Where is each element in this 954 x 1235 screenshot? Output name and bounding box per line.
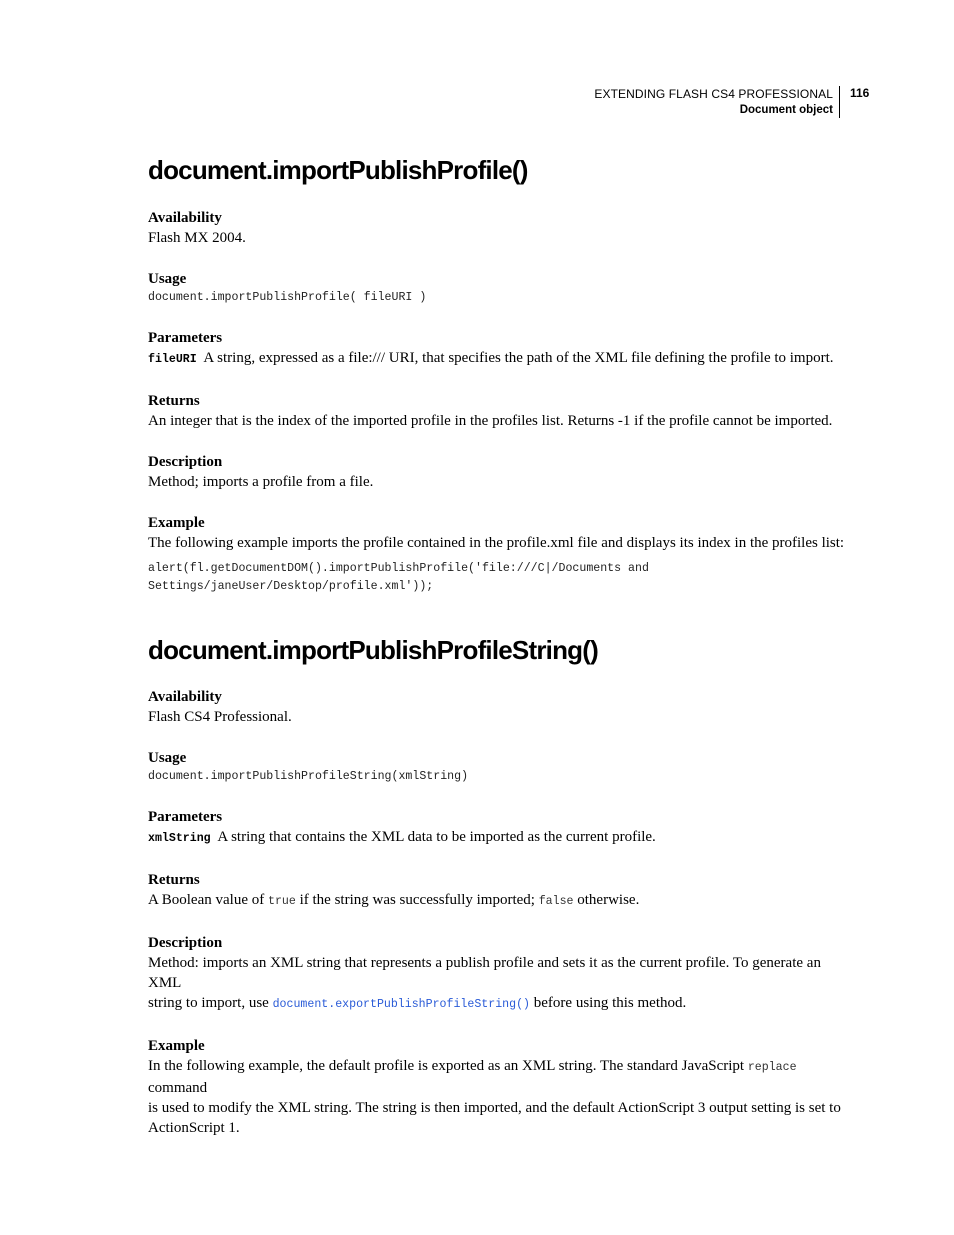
description-line: Method: imports an XML string that represents a publish profile and sets it as the current profile. To generate an XML <box>148 955 821 991</box>
parameter-row <box>148 827 848 849</box>
example-heading: Example <box>148 515 205 531</box>
usage-heading: Usage <box>148 750 187 766</box>
example-line: is used to modify the XML string. The string is then imported, and the default ActionScript 3 output setting is set to <box>148 1100 841 1116</box>
parameters-heading: Parameters <box>148 330 223 346</box>
description-line <box>148 993 848 1015</box>
example-line <box>148 1056 848 1098</box>
method-title-import-publish-profile-string: document.importPublishProfileString() <box>148 635 598 665</box>
parameters-heading: Parameters <box>148 809 223 825</box>
parameter-description: A string, expressed as a file:/// URI, that specifies the path of the XML file defining the profile to import. <box>203 350 834 366</box>
replace-keyword: replace <box>747 1061 797 1074</box>
example-text-end: command <box>148 1080 208 1096</box>
example-code-line: Settings/janeUser/Desktop/profile.xml')); <box>148 580 434 593</box>
usage-heading: Usage <box>148 271 187 287</box>
parameter-row <box>148 348 848 370</box>
availability-text: Flash MX 2004. <box>148 230 246 246</box>
book-title: EXTENDING FLASH CS4 PROFESSIONAL <box>594 87 833 101</box>
usage-code: document.importPublishProfile( fileURI ) <box>148 291 427 304</box>
page-number: 116 <box>850 86 870 100</box>
availability-heading: Availability <box>148 210 222 226</box>
parameter-name: fileURI <box>148 353 197 366</box>
description-pre-link: string to import, use <box>148 995 269 1011</box>
returns-text <box>148 890 848 912</box>
example-text: The following example imports the profile contained in the profile.xml file and displays its index in the profiles list: <box>148 535 845 551</box>
page-content <box>148 150 848 1138</box>
section-title: Document object <box>739 104 833 116</box>
false-keyword: false <box>538 895 574 908</box>
parameter-name: xmlString <box>148 832 211 845</box>
returns-text: An integer that is the index of the imported profile in the profiles list. Returns -1 if the profile cannot be imported. <box>148 413 833 429</box>
returns-text-start: A Boolean value of <box>148 892 265 908</box>
true-keyword: true <box>267 895 296 908</box>
method-title-import-publish-profile: document.importPublishProfile() <box>148 155 528 185</box>
description-text: Method; imports a profile from a file. <box>148 474 374 490</box>
example-line: ActionScript 1. <box>148 1120 240 1136</box>
example-heading: Example <box>148 1038 205 1054</box>
returns-heading: Returns <box>148 393 200 409</box>
returns-text-end: otherwise. <box>577 892 640 908</box>
description-heading: Description <box>148 454 223 470</box>
export-publish-profile-string-link[interactable]: document.exportPublishProfileString() <box>272 998 531 1011</box>
availability-text: Flash CS4 Professional. <box>148 709 292 725</box>
usage-code: document.importPublishProfileString(xmlString) <box>148 770 469 783</box>
availability-heading: Availability <box>148 689 222 705</box>
example-code-line: alert(fl.getDocumentDOM().importPublishProfile('file:///C|/Documents and <box>148 562 649 575</box>
description-post-link: before using this method. <box>533 995 687 1011</box>
parameter-description: A string that contains the XML data to be imported as the current profile. <box>217 829 656 845</box>
running-header <box>594 86 840 118</box>
returns-text-middle: if the string was successfully imported; <box>299 892 535 908</box>
returns-heading: Returns <box>148 872 200 888</box>
description-heading: Description <box>148 935 223 951</box>
example-text-start: In the following example, the default profile is exported as an XML string. The standard JavaScript <box>148 1058 745 1074</box>
